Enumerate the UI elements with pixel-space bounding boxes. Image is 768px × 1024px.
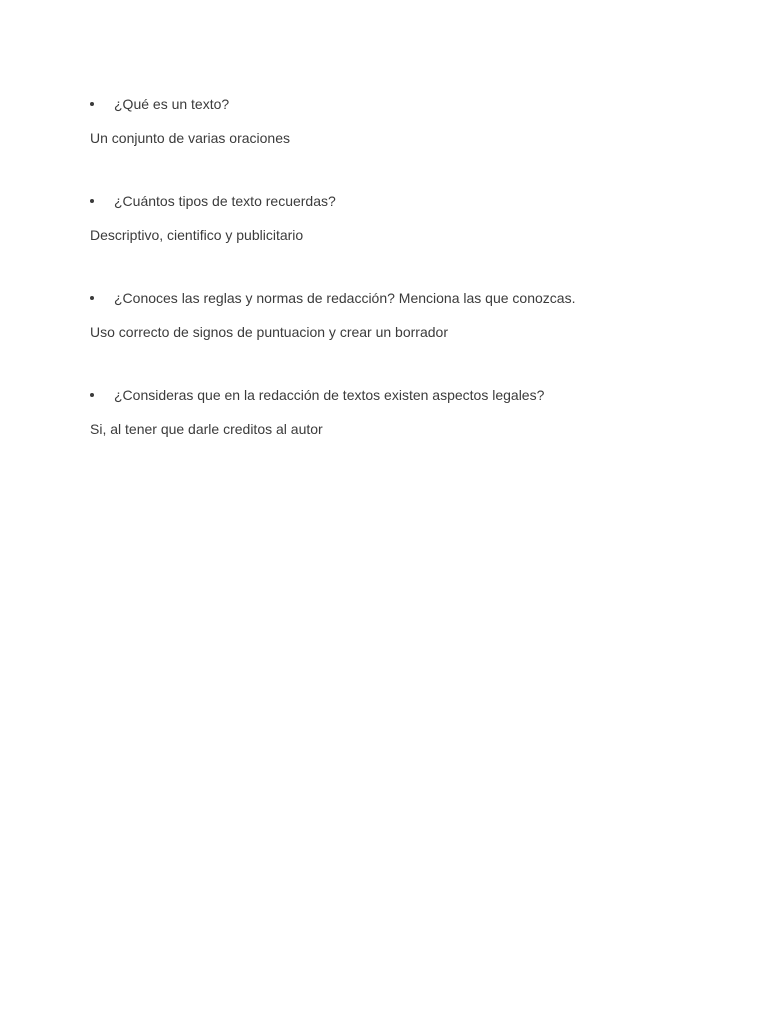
qa-item [90,289,710,341]
qa-item [90,192,710,244]
question-text: ¿Consideras que en la redacción de textos existen aspectos legales? [114,387,545,403]
answer-text: Si, al tener que darle creditos al autor [90,421,323,437]
question-text: ¿Cuántos tipos de texto recuerdas? [114,193,336,209]
question-text: ¿Qué es un texto? [114,96,230,112]
qa-item [90,95,710,147]
question-text: ¿Conoces las reglas y normas de redacción? Menciona las que conozcas. [114,290,576,306]
bullet-icon [90,95,95,113]
question-bullet-item [90,192,710,210]
answer-text: Descriptivo, cientifico y publicitario [90,227,304,243]
question-bullet-item [90,289,710,307]
answer-text: Un conjunto de varias oraciones [90,130,291,146]
bullet-icon [90,289,95,307]
bullet-icon [90,386,95,404]
qa-item [90,386,710,438]
question-bullet-item [90,95,710,113]
answer-text: Uso correcto de signos de puntuacion y crear un borrador [90,324,448,340]
question-bullet-item [90,386,710,404]
bullet-icon [90,192,95,210]
